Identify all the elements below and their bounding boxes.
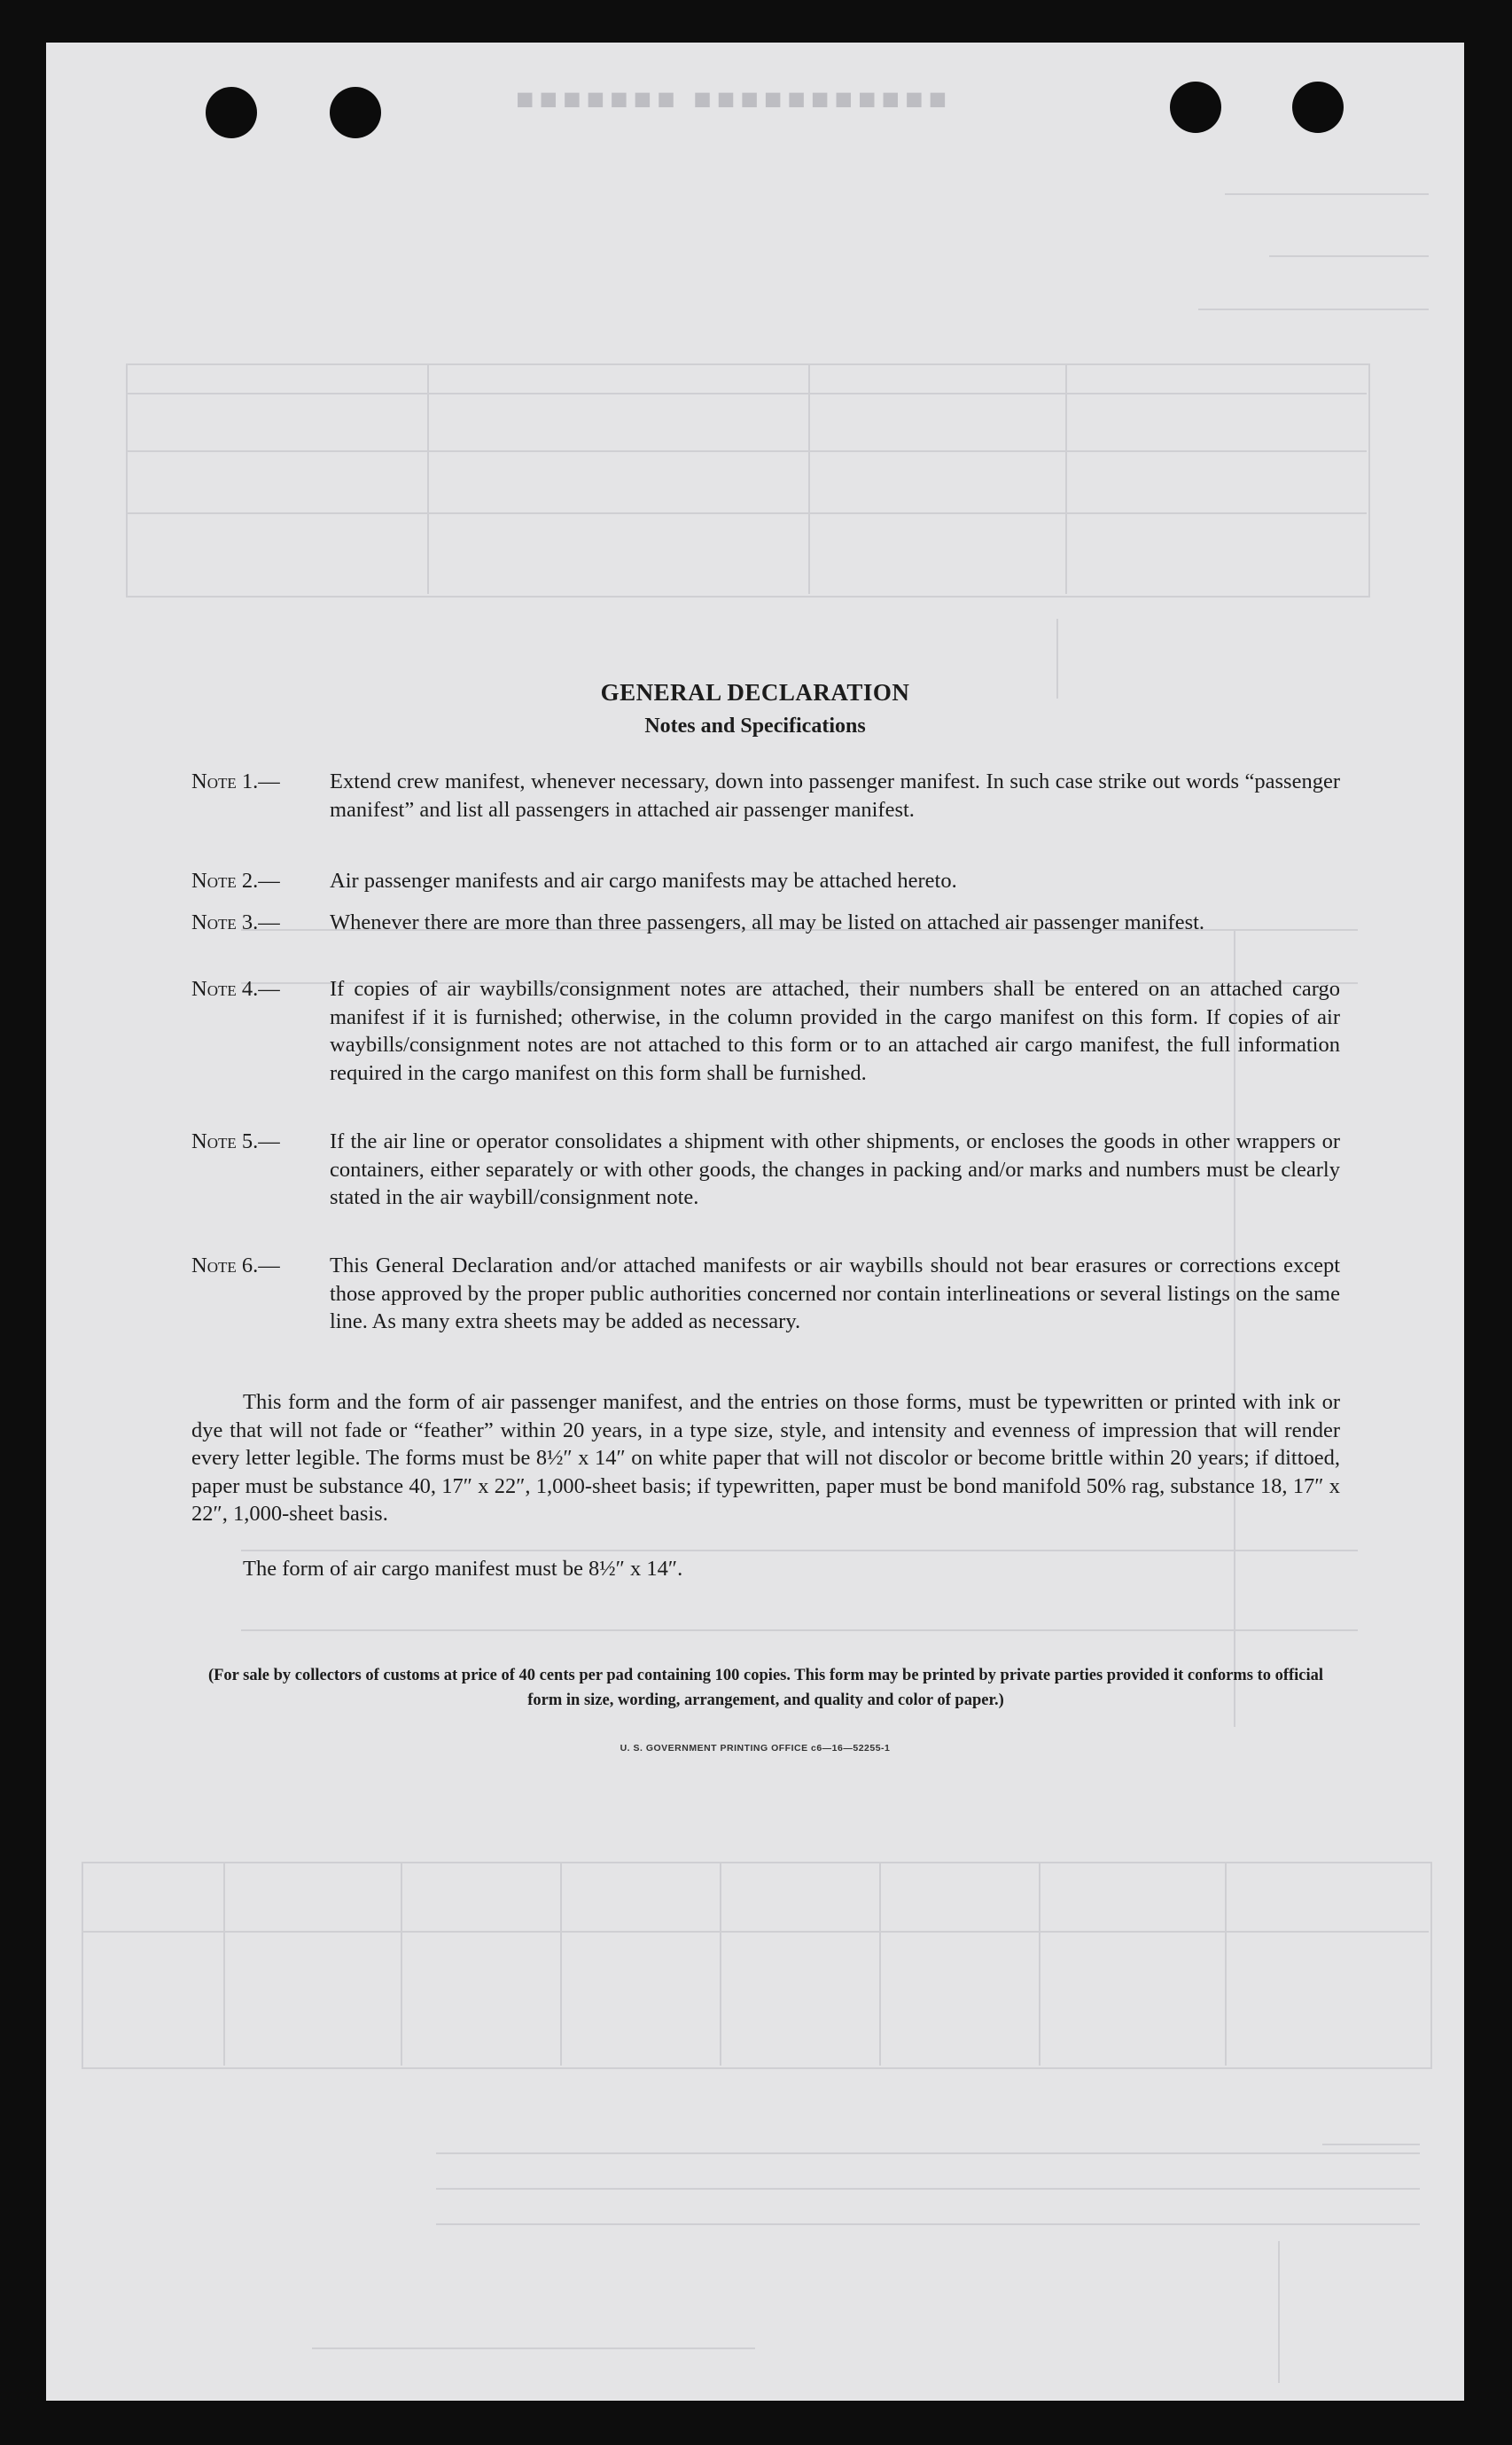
note-5: [191, 1128, 1340, 1212]
note-text: If copies of air waybills/consignment notes are attached, their numbers shall be entered on an attached cargo manifest if it is furnished; otherwise, in the column provided in the cargo manifest on this form. If copies of air waybills/consignment notes are not attached to this form or to an attached air cargo manifest, the full information required in the cargo manifest on this form shall be furnished.: [330, 977, 1340, 1085]
note-3: [191, 909, 1340, 937]
printer-line: U. S. GOVERNMENT PRINTING OFFICE c6—16—52255-1: [620, 1743, 891, 1754]
document-title: GENERAL DECLARATION: [600, 679, 910, 706]
note-text: Whenever there are more than three passengers, all may be listed on attached air passenger manifest.: [330, 910, 1205, 934]
note-label: Note 3.—: [191, 910, 280, 934]
note-label: Note 4.—: [191, 977, 280, 1001]
note-6: [191, 1252, 1340, 1336]
note-text: This General Declaration and/or attached manifests or air waybills should not bear erasures or corrections except those approved by the proper public authorities concerned nor contain interlineations or several listings on the same line. As many extra sheets may be added as necessary.: [330, 1254, 1340, 1333]
punch-hole-right-2: [1292, 82, 1344, 133]
paper-specification-text: This form and the form of air passenger manifest, and the entries on those forms, must be typewritten or printed with ink or dye that will not fade or “feather” within 20 years, in a type size, style, and intensity and evenness of impression that will render every letter legible. The forms must be 8½″ x 14″ on white paper that will not discolor or become brittle within 20 years; if dittoed, paper must be substance 40, 17″ x 22″, 1,000-sheet basis; if typewritten, paper must be bond manifold 50% rag, substance 18, 17″ x 22″, 1,000-sheet basis.: [191, 1390, 1340, 1526]
document-page: ■■■■■■■ ■■■■■■■■■■■ GENERAL DECLARATION Notes and Specifications Note 1.— Extend crew manifest, whenever necessary, down into passenger manifest. In such case strike out words “passenger manifest” and list all passengers in attached air passenger manifest. Note 2.— Air passenger manifests and air cargo manifests may be attached hereto. Note 3.— Whenever there are more than three passengers, all may be listed on attached air passenger manifest. Note 4.— If copies of air waybills/consignment notes are attached, their numbers shall be entered on an attached cargo manifest if it is furnished; otherwise, in the column provided in the cargo manifest on this form. If copies of air waybills/consignment notes are not attached to this form or to an attached air cargo manifest, the full information required in the cargo manifest on this form shall be furnished. Note 5.— If the air line or operator consolidates a shipment with other shipments, or encloses the goods in other wrappers or containers, either separately or with other goods, the changes in packing and/or marks and numbers must be clearly stated in the air waybill/consignment note. Note 6.— This General Declaration and/or attached manifests or air waybills should not bear erasures or corrections except those approved by the proper public authorities concerned nor contain interlineations or several listings on the same line. As many extra sheets may be added as necessary. This form and the form of air passenger manifest, and the entries on those forms, must be typewritten or printed with ink or dye that will not fade or “feather” within 20 years, in a type size, style, and intensity and evenness of impression that will render every letter legible. The forms must be 8½″ x 14″ on white paper that will not discolor or become brittle within 20 years; if dittoed, paper must be substance 40, 17″ x 22″, 1,000-sheet basis; if typewritten, paper must be bond manifold 50% rag, substance 18, 17″ x 22″, 1,000-sheet basis. The form of air cargo manifest must be 8½″ x 14″. (For sale by collectors of customs at price of 40 cents per pad containing 100 copies. This form may be printed by private parties provided it conforms to official form in size, wording, arrangement, and quality and color of paper.) U. S. GOVERNMENT PRINTING OFFICE c6—16—52255-1: [46, 43, 1464, 2401]
note-4: [191, 975, 1340, 1087]
note-label: Note 2.—: [191, 869, 280, 893]
note-text: Air passenger manifests and air cargo manifests may be attached hereto.: [330, 869, 957, 893]
document-subtitle: Notes and Specifications: [644, 715, 866, 738]
punch-hole-left-1: [206, 87, 257, 138]
punch-hole-left-2: [330, 87, 381, 138]
note-text: If the air line or operator consolidates a shipment with other shipments, or encloses the goods in other wrappers or containers, either separately or with other goods, the changes in packing and/or marks and numbers must be clearly stated in the air waybill/consignment note.: [330, 1129, 1340, 1209]
note-text: Extend crew manifest, whenever necessary, down into passenger manifest. In such case strike out words “passenger manifest” and list all passengers in attached air passenger manifest.: [330, 769, 1340, 822]
note-1: [191, 768, 1340, 824]
note-label: Note 1.—: [191, 769, 280, 793]
punch-hole-right-1: [1170, 82, 1221, 133]
sale-notice: (For sale by collectors of customs at price of 40 cents per pad containing 100 copies. This form may be printed by private parties provided it conforms to official form in size, wording, arrangement, and quality and color of paper.): [207, 1667, 1324, 1709]
note-label: Note 5.—: [191, 1129, 280, 1153]
note-label: Note 6.—: [191, 1254, 280, 1277]
paper-specification: [191, 1388, 1340, 1528]
note-2: [191, 867, 1340, 895]
cargo-form-size: The form of air cargo manifest must be 8½″ x 14″.: [243, 1557, 683, 1581]
